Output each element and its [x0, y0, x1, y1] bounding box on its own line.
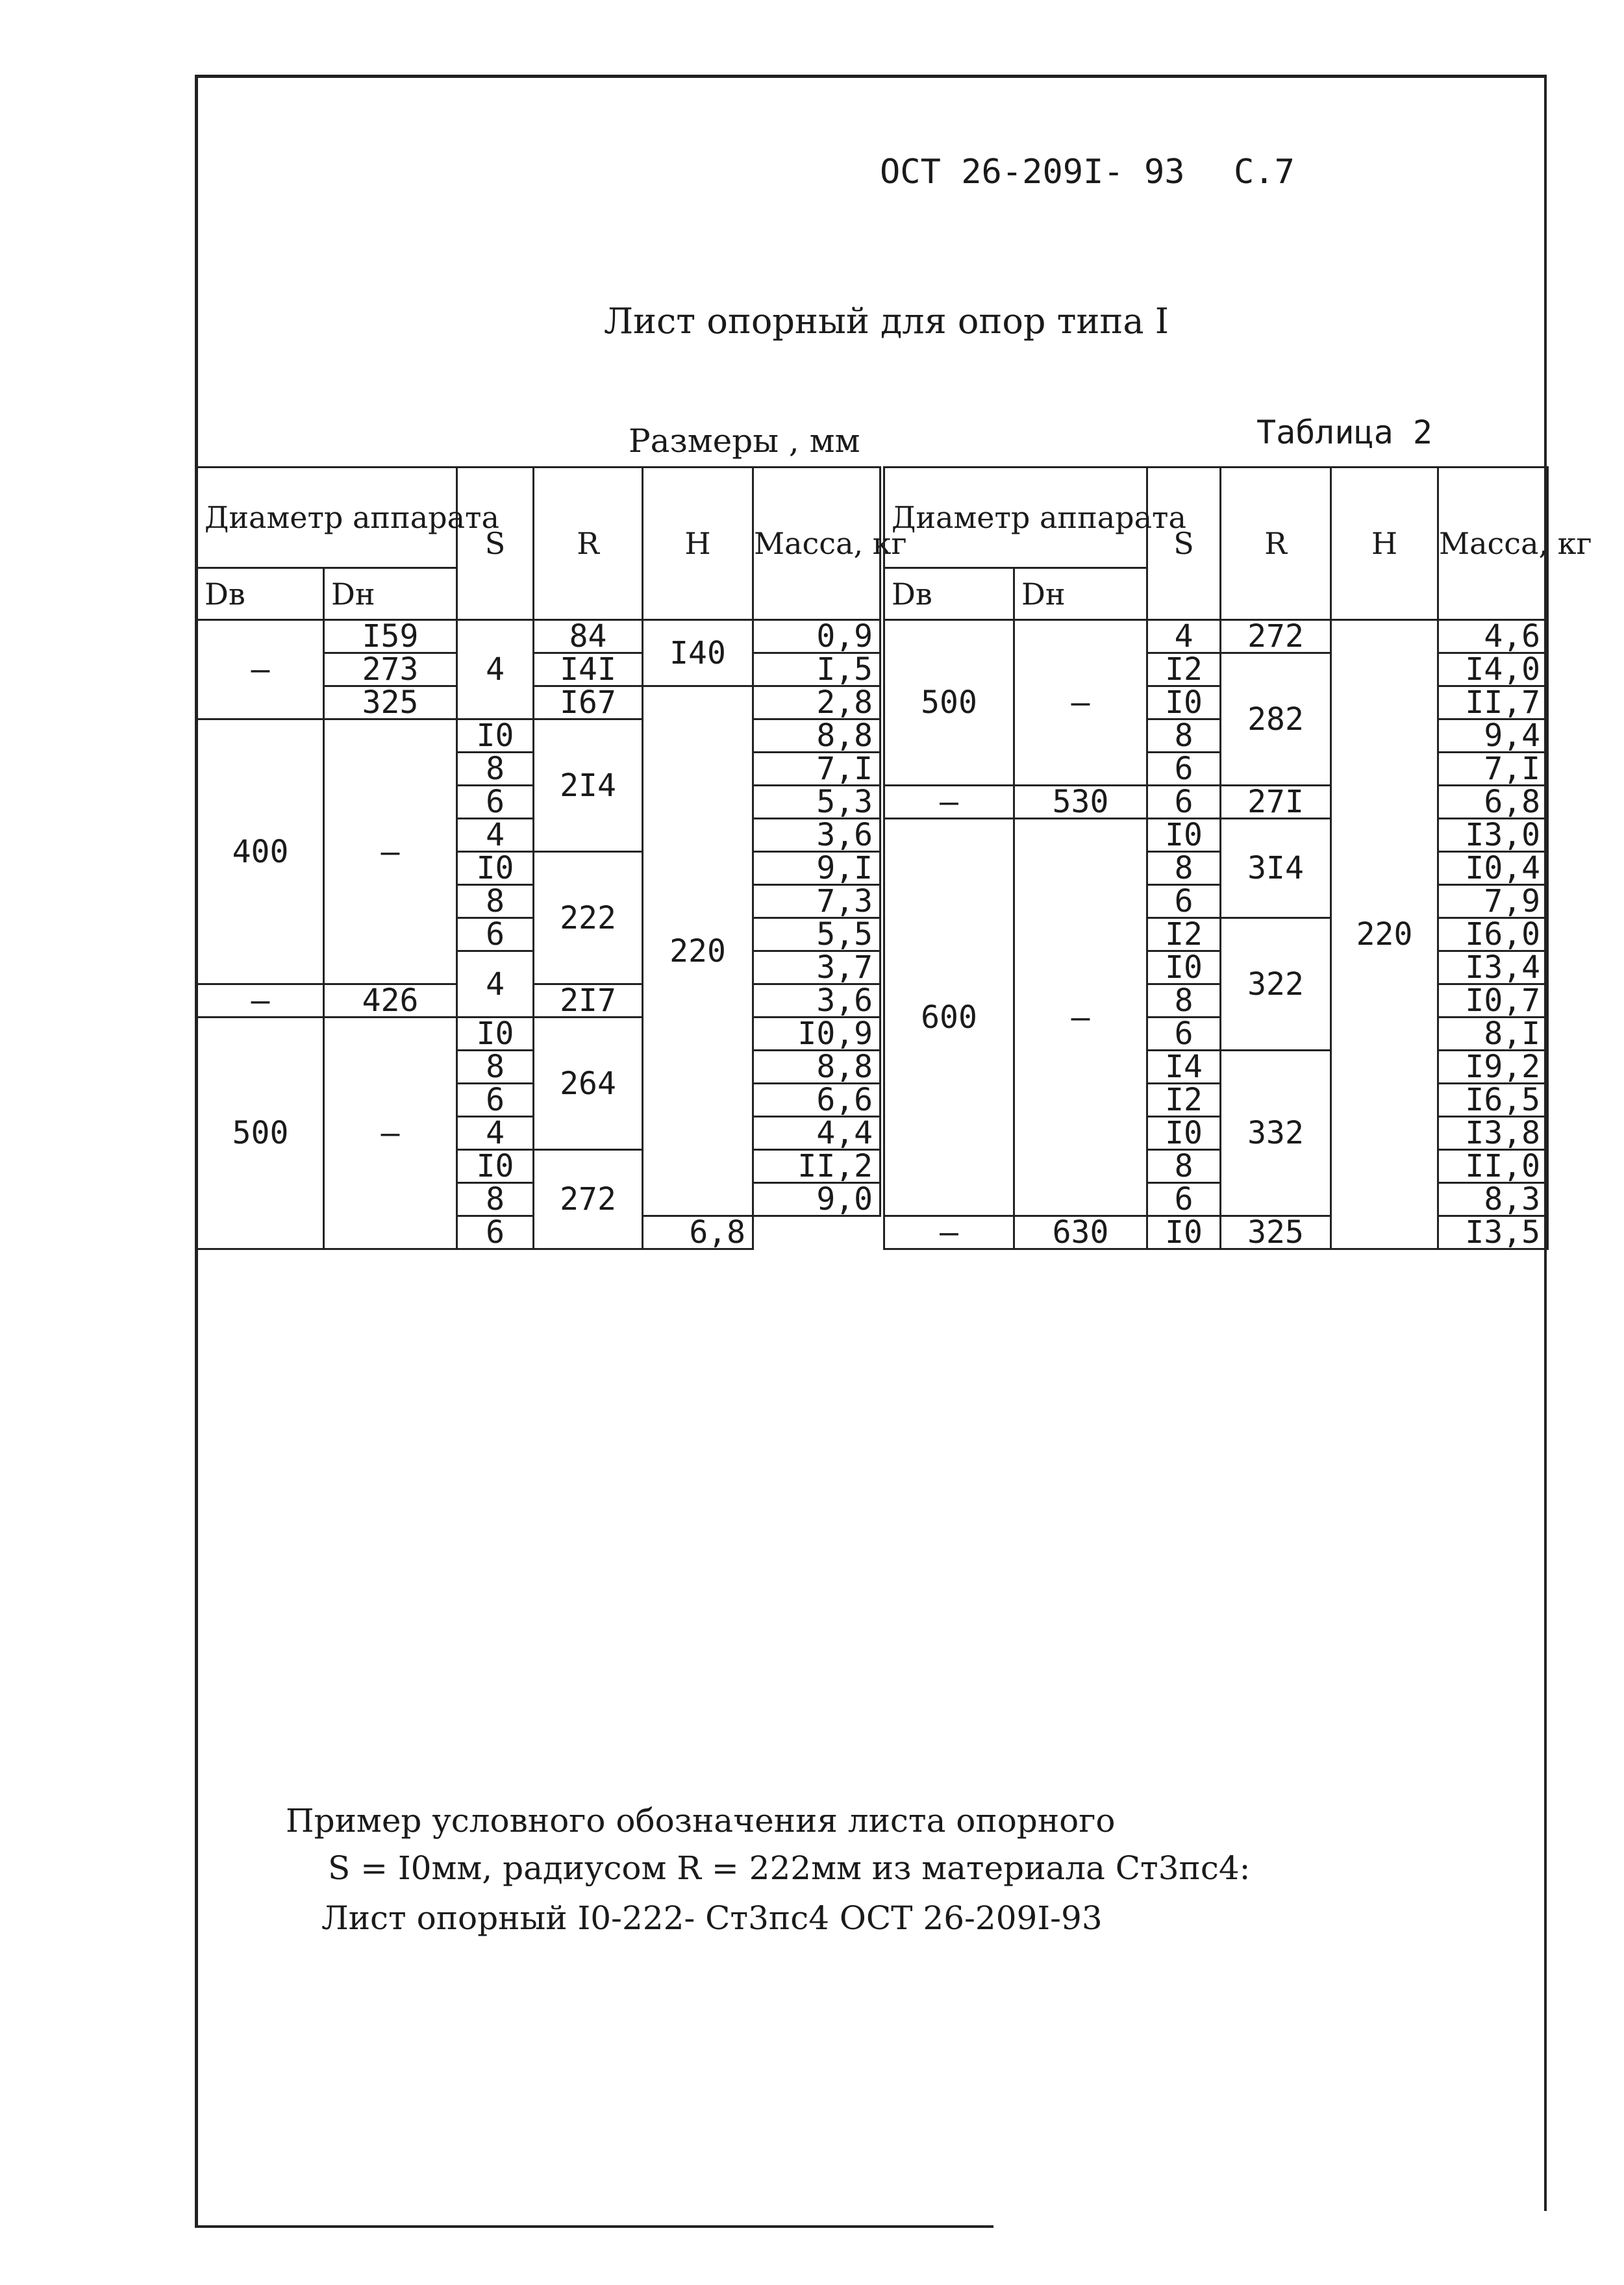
cell-s: I0: [457, 1150, 534, 1183]
cell-mass: 8,8: [753, 719, 881, 753]
cell-mass: 4,6: [1438, 620, 1548, 653]
cell-dn: 325: [324, 686, 457, 719]
cell-s: I2: [1147, 653, 1221, 686]
cell-dv: –: [197, 984, 324, 1018]
cell-dn: 273: [324, 653, 457, 686]
cell-dv: –: [197, 620, 324, 719]
cell-s: I0: [457, 852, 534, 885]
page-number: С.7: [1234, 153, 1295, 192]
cell-r: 222: [534, 852, 643, 984]
cell-s: 6: [457, 786, 534, 819]
cell-s: 6: [1147, 786, 1221, 819]
cell-r: 27I: [1221, 786, 1331, 819]
cell-dn: –: [1014, 819, 1147, 1216]
example-caption: Пример условного обозначения листа опорного: [286, 1802, 1116, 1840]
cell-r: 272: [534, 1150, 643, 1249]
cell-r: 84: [534, 620, 643, 653]
cell-s: 8: [1147, 1150, 1221, 1183]
cell-r: 332: [1221, 1051, 1331, 1216]
cell-r: I67: [534, 686, 643, 719]
cell-s: 6: [457, 1084, 534, 1117]
cell-mass: I9,2: [1438, 1051, 1548, 1084]
cell-mass: I6,5: [1438, 1084, 1548, 1117]
cell-dn: –: [1014, 620, 1147, 786]
cell-r: 282: [1221, 653, 1331, 786]
header-diameter: Диаметр аппарата: [884, 468, 1147, 568]
frame-bottom-line: [195, 2225, 993, 2228]
cell-mass: I6,0: [1438, 918, 1548, 951]
header-dv: Dв: [884, 568, 1014, 620]
cell-mass: 7,9: [1438, 885, 1548, 918]
cell-r: 264: [534, 1018, 643, 1150]
cell-mass: I0,9: [753, 1018, 881, 1051]
cell-h: 220: [643, 686, 753, 1216]
example-designation: Лист опорный I0-222- Ст3пс4 ОСТ 26-209I-93: [321, 1899, 1103, 1937]
cell-mass: 8,3: [1438, 1183, 1548, 1216]
header-mass: Масса, кг: [753, 468, 881, 620]
header-s: S: [457, 468, 534, 620]
cell-mass: II,0: [1438, 1150, 1548, 1183]
cell-mass: 9,0: [753, 1183, 881, 1216]
cell-mass: I3,0: [1438, 819, 1548, 852]
cell-r: 2I7: [534, 984, 643, 1018]
cell-mass: 2,8: [753, 686, 881, 719]
header-h: H: [643, 468, 753, 620]
cell-s: I2: [1147, 918, 1221, 951]
header-dn: Dн: [324, 568, 457, 620]
table-number: Таблица 2: [1256, 414, 1432, 451]
cell-s: 4: [457, 819, 534, 852]
cell-dv: 400: [197, 719, 324, 984]
cell-mass: 6,6: [753, 1084, 881, 1117]
cell-s: 8: [457, 885, 534, 918]
cell-mass: 5,3: [753, 786, 881, 819]
cell-dv: –: [884, 786, 1014, 819]
header-r: R: [534, 468, 643, 620]
cell-mass: 3,7: [753, 951, 881, 984]
cell-mass: II,2: [753, 1150, 881, 1183]
dimensions-note: Размеры , мм: [629, 422, 860, 460]
header-dn: Dн: [1014, 568, 1147, 620]
cell-dv: 500: [197, 1018, 324, 1249]
cell-mass: I3,8: [1438, 1117, 1548, 1150]
cell-dv: –: [884, 1216, 1014, 1249]
cell-s: 6: [1147, 885, 1221, 918]
cell-s: I2: [1147, 1084, 1221, 1117]
cell-s: 6: [457, 1216, 534, 1249]
cell-s: I0: [1147, 1117, 1221, 1150]
cell-s: 6: [457, 918, 534, 951]
cell-dv: 500: [884, 620, 1014, 786]
cell-mass: 6,8: [643, 1216, 753, 1249]
cell-mass: 0,9: [753, 620, 881, 653]
example-parameters: S = I0мм, радиусом R = 222мм из материала Ст3пс4:: [328, 1849, 1251, 1887]
cell-r: 325: [1221, 1216, 1331, 1249]
cell-s: 4: [457, 620, 534, 719]
cell-mass: 7,I: [753, 753, 881, 786]
cell-mass: I0,4: [1438, 852, 1548, 885]
cell-mass: 5,5: [753, 918, 881, 951]
cell-dn: 426: [324, 984, 457, 1018]
cell-s: 8: [457, 1051, 534, 1084]
cell-h: I40: [643, 620, 753, 686]
header-r: R: [1221, 468, 1331, 620]
header-s: S: [1147, 468, 1221, 620]
cell-mass: I4,0: [1438, 653, 1548, 686]
left-table: [196, 466, 907, 1251]
cell-s: 8: [457, 753, 534, 786]
cell-mass: 7,I: [1438, 753, 1548, 786]
cell-dn: I59: [324, 620, 457, 653]
cell-r: 322: [1221, 918, 1331, 1051]
cell-s: I0: [457, 719, 534, 753]
cell-s: I0: [1147, 686, 1221, 719]
cell-mass: 6,8: [1438, 786, 1548, 819]
cell-mass: I,5: [753, 653, 881, 686]
cell-s: 8: [1147, 719, 1221, 753]
cell-mass: 8,I: [1438, 1018, 1548, 1051]
cell-s: I0: [457, 1018, 534, 1051]
cell-s: 6: [1147, 753, 1221, 786]
cell-mass: I0,7: [1438, 984, 1548, 1018]
document-code: ОСТ 26-209I- 93: [880, 153, 1185, 192]
header-h: H: [1331, 468, 1438, 620]
header-diameter: Диаметр аппарата: [197, 468, 457, 568]
cell-s: 4: [457, 1117, 534, 1150]
cell-mass: I3,4: [1438, 951, 1548, 984]
cell-mass: 7,3: [753, 885, 881, 918]
cell-r: 3I4: [1221, 819, 1331, 918]
header-dv: Dв: [197, 568, 324, 620]
page-title: Лист опорный для опор типа I: [604, 301, 1169, 342]
cell-r: 272: [1221, 620, 1331, 653]
cell-dv: 600: [884, 819, 1014, 1216]
cell-s: 8: [457, 1183, 534, 1216]
cell-s: 8: [1147, 852, 1221, 885]
cell-mass: 8,8: [753, 1051, 881, 1084]
cell-s: 6: [1147, 1183, 1221, 1216]
cell-r: I4I: [534, 653, 643, 686]
cell-s: I4: [1147, 1051, 1221, 1084]
cell-mass: 3,6: [753, 984, 881, 1018]
right-table: [883, 466, 1592, 1251]
cell-s: 4: [1147, 620, 1221, 653]
cell-h: 220: [1331, 620, 1438, 1249]
cell-mass: I3,5: [1438, 1216, 1548, 1249]
cell-s: 4: [457, 951, 534, 1018]
cell-dn: 630: [1014, 1216, 1147, 1249]
header-mass: Масса, кг: [1438, 468, 1548, 620]
cell-r: 2I4: [534, 719, 643, 852]
cell-dn: –: [324, 1018, 457, 1249]
cell-s: I0: [1147, 819, 1221, 852]
cell-dn: –: [324, 719, 457, 984]
cell-s: I0: [1147, 1216, 1221, 1249]
cell-mass: 4,4: [753, 1117, 881, 1150]
cell-s: 8: [1147, 984, 1221, 1018]
cell-mass: 9,I: [753, 852, 881, 885]
cell-mass: 9,4: [1438, 719, 1548, 753]
cell-s: 6: [1147, 1018, 1221, 1051]
cell-dn: 530: [1014, 786, 1147, 819]
frame-top-line: [195, 75, 1547, 78]
cell-mass: 3,6: [753, 819, 881, 852]
cell-s: I0: [1147, 951, 1221, 984]
cell-mass: II,7: [1438, 686, 1548, 719]
